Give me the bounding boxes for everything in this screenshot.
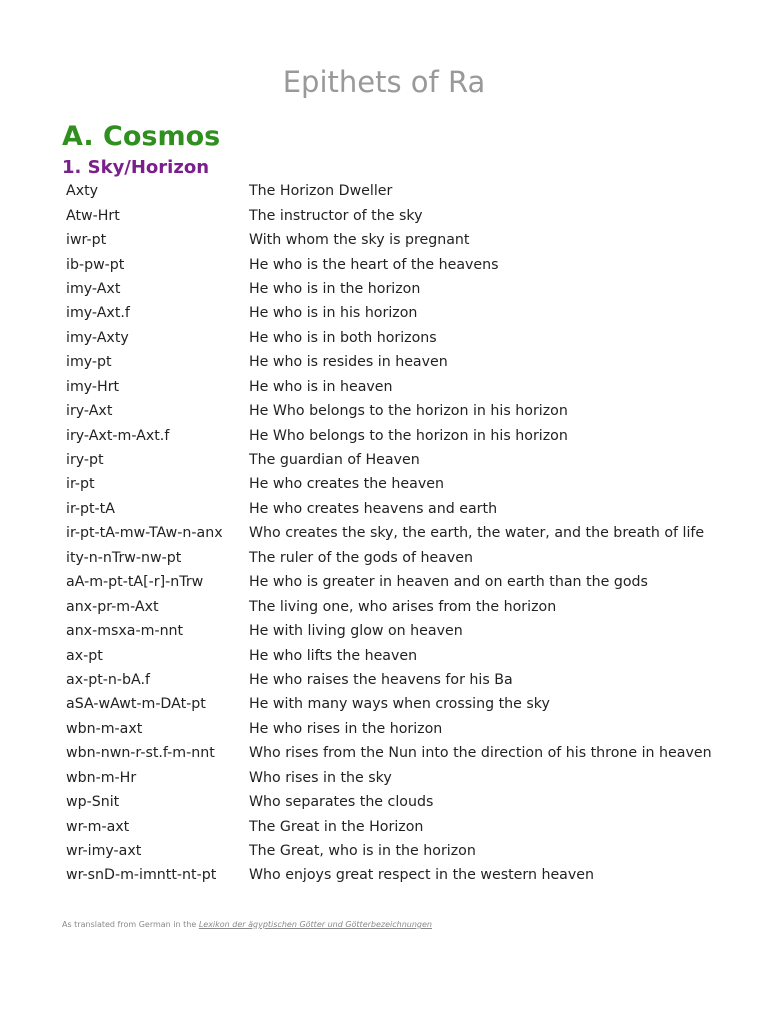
epithet-meaning: He who is in heaven	[249, 378, 393, 395]
epithet-meaning: Who rises in the sky	[249, 769, 392, 786]
epithet-term: aSA-wAwt-m-DAt-pt	[66, 696, 206, 713]
epithet-term: wr-snD-m-imntt-nt-pt	[66, 867, 217, 884]
table-row	[66, 399, 712, 423]
epithet-meaning: He Who belongs to the horizon in his horizon	[249, 427, 568, 444]
epithet-table	[66, 179, 712, 888]
table-row	[66, 179, 712, 203]
epithet-meaning: He who is in his horizon	[249, 305, 418, 322]
document-title: Epithets of Ra	[282, 65, 486, 99]
table-row	[66, 521, 712, 545]
epithet-meaning: The guardian of Heaven	[249, 452, 420, 469]
epithet-meaning: The living one, who arises from the horizon	[249, 598, 557, 615]
epithet-term: ax-pt	[66, 647, 103, 664]
table-row	[66, 448, 712, 472]
table-row	[66, 203, 712, 227]
epithet-term: aA-m-pt-tA[-r]-nTrw	[66, 574, 204, 591]
table-row	[66, 692, 712, 716]
table-row	[66, 814, 712, 838]
epithet-term: Axty	[66, 183, 99, 200]
table-row	[66, 643, 712, 667]
subsection-heading: 1. Sky/Horizon	[62, 157, 210, 178]
epithet-term: ib-pw-pt	[66, 256, 125, 273]
epithet-meaning: He who lifts the heaven	[249, 647, 418, 664]
epithet-term: Atw-Hrt	[66, 207, 120, 224]
table-row	[66, 619, 712, 643]
epithet-term: ir-pt-tA-mw-TAw-n-anx	[66, 525, 223, 542]
table-row	[66, 301, 712, 325]
epithet-term: anx-pr-m-Axt	[66, 598, 159, 615]
table-row	[66, 741, 712, 765]
table-row	[66, 277, 712, 301]
table-row	[66, 252, 712, 276]
epithet-meaning: He who creates heavens and earth	[249, 500, 498, 517]
epithet-term: ir-pt-tA	[66, 500, 115, 517]
epithet-meaning: The Great, who is in the horizon	[249, 843, 476, 860]
table-row	[66, 472, 712, 496]
epithet-meaning: He who is the heart of the heavens	[249, 256, 499, 273]
epithet-term: iry-pt	[66, 452, 104, 469]
epithet-meaning: He who is in both horizons	[249, 329, 437, 346]
epithet-meaning: He with living glow on heaven	[249, 623, 463, 640]
epithet-term: imy-Hrt	[66, 378, 120, 395]
table-row	[66, 326, 712, 350]
table-row	[66, 350, 712, 374]
footnote-prefix: As translated from German in the	[62, 920, 199, 929]
table-row	[66, 497, 712, 521]
epithet-meaning: He with many ways when crossing the sky	[249, 696, 550, 713]
epithet-meaning: He who raises the heavens for his Ba	[249, 671, 513, 688]
epithet-meaning: The instructor of the sky	[249, 207, 423, 224]
table-row	[66, 594, 712, 618]
epithet-meaning: With whom the sky is pregnant	[249, 232, 470, 249]
epithet-term: ax-pt-n-bA.f	[66, 671, 150, 688]
epithet-meaning: Who rises from the Nun into the direction of his throne in heaven	[249, 745, 712, 762]
epithet-term: imy-Axt.f	[66, 305, 130, 322]
epithet-meaning: He who creates the heaven	[249, 476, 444, 493]
epithet-term: iry-Axt	[66, 403, 113, 420]
epithet-term: iry-Axt-m-Axt.f	[66, 427, 170, 444]
epithet-meaning: He who is greater in heaven and on earth than the gods	[249, 574, 648, 591]
epithet-term: iwr-pt	[66, 232, 107, 249]
epithet-term: wr-m-axt	[66, 818, 130, 835]
epithet-meaning: Who separates the clouds	[249, 794, 434, 811]
epithet-term: wr-imy-axt	[66, 843, 142, 860]
epithet-term: wbn-nwn-r-st.f-m-nnt	[66, 745, 215, 762]
table-row	[66, 790, 712, 814]
footnote	[62, 920, 432, 929]
epithet-term: anx-msxa-m-nnt	[66, 623, 184, 640]
epithet-meaning: The ruler of the gods of heaven	[249, 549, 474, 566]
epithet-table-body	[66, 179, 712, 888]
epithet-meaning: He who is in the horizon	[249, 280, 421, 297]
footnote-source-link[interactable]: Lexikon der ägyptischen Götter und Götterbezeichnungen	[198, 920, 432, 929]
table-row	[66, 570, 712, 594]
epithet-meaning: He who rises in the horizon	[249, 720, 443, 737]
epithet-meaning: He who is resides in heaven	[249, 354, 448, 371]
table-row	[66, 228, 712, 252]
epithet-term: imy-Axt	[66, 280, 121, 297]
table-row	[66, 839, 712, 863]
epithet-term: wbn-m-axt	[66, 720, 143, 737]
table-row	[66, 766, 712, 790]
epithet-term: wp-Snit	[66, 794, 120, 811]
table-row	[66, 546, 712, 570]
section-heading: A. Cosmos	[62, 121, 221, 152]
epithet-term: imy-pt	[66, 354, 112, 371]
table-row	[66, 717, 712, 741]
epithet-meaning: Who enjoys great respect in the western heaven	[249, 867, 594, 884]
epithet-term: ity-n-nTrw-nw-pt	[66, 549, 182, 566]
epithet-term: imy-Axty	[66, 329, 129, 346]
epithet-term: ir-pt	[66, 476, 95, 493]
table-row	[66, 375, 712, 399]
epithet-meaning: The Great in the Horizon	[249, 818, 424, 835]
epithet-meaning: Who creates the sky, the earth, the water, and the breath of life	[249, 525, 705, 542]
table-row	[66, 863, 712, 887]
epithet-meaning: He Who belongs to the horizon in his horizon	[249, 403, 568, 420]
epithet-meaning: The Horizon Dweller	[249, 183, 393, 200]
epithet-term: wbn-m-Hr	[66, 769, 137, 786]
table-row	[66, 423, 712, 447]
table-row	[66, 668, 712, 692]
